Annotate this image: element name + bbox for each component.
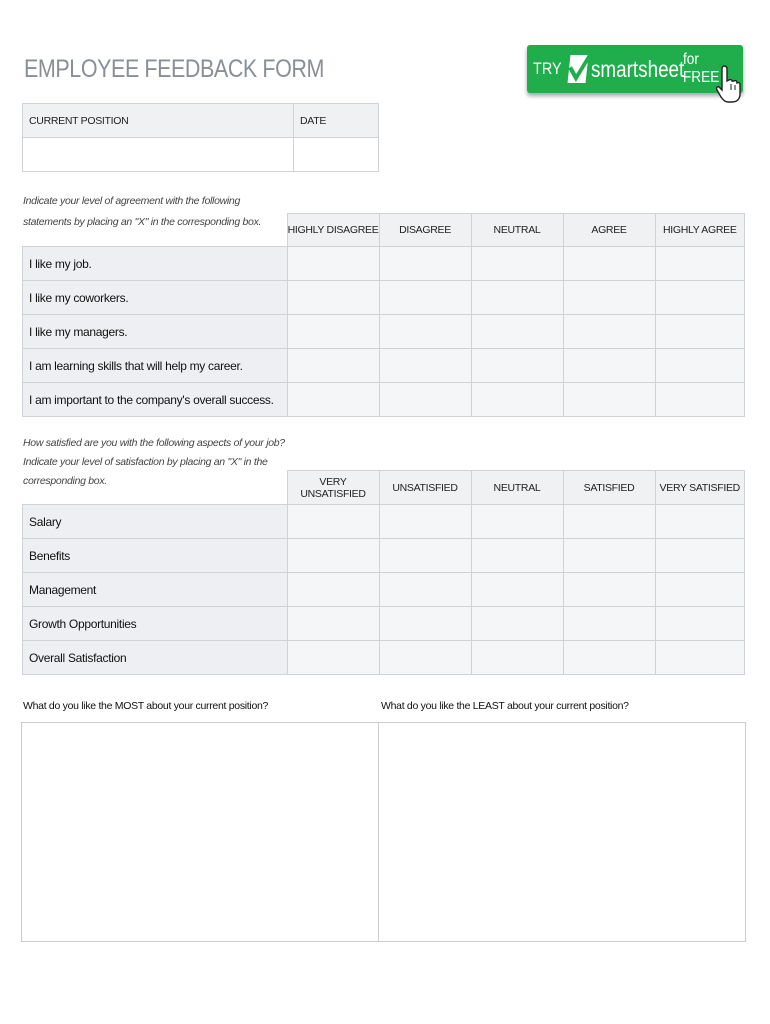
statement-label: I am important to the company's overall success. xyxy=(23,383,288,417)
answer-cell[interactable] xyxy=(471,573,563,607)
form-title: EMPLOYEE FEEDBACK FORM xyxy=(24,55,324,83)
col-label: NEUTRAL xyxy=(493,224,541,236)
satisfaction-instruction-line1: How satisfied are you with the following aspects of your job? xyxy=(23,437,285,449)
answer-cell[interactable] xyxy=(287,315,379,349)
answer-cell[interactable] xyxy=(379,573,471,607)
date-field[interactable] xyxy=(294,138,379,172)
table-row xyxy=(23,281,745,315)
answer-cell[interactable] xyxy=(471,607,563,641)
aspect-label: Growth Opportunities xyxy=(23,607,288,641)
col-satisfied xyxy=(563,471,655,505)
aspect-label: Salary xyxy=(23,505,288,539)
answer-cell[interactable] xyxy=(471,383,563,417)
col-label: VERY SATISFIED xyxy=(659,481,740,494)
least-answer-box[interactable] xyxy=(378,722,746,942)
try-smartsheet-button[interactable] xyxy=(527,45,743,93)
satisfaction-instruction-line3: corresponding box. xyxy=(23,475,107,487)
answer-cell[interactable] xyxy=(563,383,655,417)
cta-try-label: TRY xyxy=(533,59,562,78)
col-label: UNSATISFIED xyxy=(392,481,458,494)
answer-cell[interactable] xyxy=(379,607,471,641)
col-unsatisfied xyxy=(379,471,471,505)
answer-cell[interactable] xyxy=(287,607,379,641)
answer-cell[interactable] xyxy=(655,383,745,417)
answer-cell[interactable] xyxy=(655,505,745,539)
position-field[interactable] xyxy=(23,138,294,172)
answer-cell[interactable] xyxy=(471,539,563,573)
col-label: DISAGREE xyxy=(399,224,451,236)
answer-cell[interactable] xyxy=(655,539,745,573)
col-label: VERY UNSATISFIED xyxy=(300,475,366,500)
answer-cell[interactable] xyxy=(287,573,379,607)
answer-cell[interactable] xyxy=(655,315,745,349)
answer-cell[interactable] xyxy=(287,505,379,539)
table-row xyxy=(23,573,745,607)
table-row xyxy=(23,539,745,573)
aspect-label: Benefits xyxy=(23,539,288,573)
answer-cell[interactable] xyxy=(287,539,379,573)
answer-cell[interactable] xyxy=(655,607,745,641)
answer-cell[interactable] xyxy=(471,641,563,675)
answer-cell[interactable] xyxy=(655,247,745,281)
col-agree xyxy=(563,214,655,247)
answer-cell[interactable] xyxy=(287,383,379,417)
answer-cell[interactable] xyxy=(379,505,471,539)
satisfaction-table xyxy=(22,470,745,675)
most-question: What do you like the MOST about your current position? xyxy=(23,700,269,712)
agreement-instruction-line1: Indicate your level of agreement with the following xyxy=(23,195,240,207)
answer-cell[interactable] xyxy=(563,641,655,675)
answer-cell[interactable] xyxy=(379,315,471,349)
statement-label: I am learning skills that will help my career. xyxy=(23,349,288,383)
position-label: CURRENT POSITION xyxy=(29,114,129,127)
statement-label: I like my managers. xyxy=(23,315,288,349)
agreement-instruction-line2: statements by placing an "X" in the corresponding box. xyxy=(23,216,262,228)
table-row xyxy=(23,383,745,417)
answer-cell[interactable] xyxy=(379,349,471,383)
least-question: What do you like the LEAST about your current position? xyxy=(381,700,629,712)
satisfaction-corner xyxy=(23,471,288,505)
table-row xyxy=(23,607,745,641)
col-label: NEUTRAL xyxy=(493,481,541,494)
col-very-unsatisfied xyxy=(287,471,379,505)
answer-cell[interactable] xyxy=(563,539,655,573)
answer-cell[interactable] xyxy=(563,573,655,607)
cta-brand-label: smartsheet xyxy=(591,55,685,82)
answer-cell[interactable] xyxy=(287,281,379,315)
date-header xyxy=(294,104,379,138)
satisfaction-instruction-line2: Indicate your level of satisfaction by placing an "X" in the xyxy=(23,456,268,468)
answer-cell[interactable] xyxy=(379,281,471,315)
statement-label: I like my job. xyxy=(23,247,288,281)
date-label: DATE xyxy=(300,114,327,127)
table-row xyxy=(23,505,745,539)
statement-label: I like my coworkers. xyxy=(23,281,288,315)
pointer-hand-icon xyxy=(716,64,742,104)
table-row xyxy=(23,315,745,349)
agreement-corner xyxy=(23,214,288,247)
col-disagree xyxy=(379,214,471,247)
answer-cell[interactable] xyxy=(379,383,471,417)
col-label: HIGHLY DISAGREE xyxy=(287,224,379,236)
answer-cell[interactable] xyxy=(379,539,471,573)
answer-cell[interactable] xyxy=(379,641,471,675)
answer-cell[interactable] xyxy=(655,573,745,607)
answer-cell[interactable] xyxy=(655,641,745,675)
col-label: SATISFIED xyxy=(583,481,635,494)
col-highly-disagree xyxy=(287,214,379,247)
answer-cell[interactable] xyxy=(471,315,563,349)
answer-cell[interactable] xyxy=(287,349,379,383)
answer-cell[interactable] xyxy=(379,247,471,281)
cta-free-label: for FREE xyxy=(682,51,720,86)
col-very-satisfied xyxy=(655,471,745,505)
answer-cell[interactable] xyxy=(655,281,745,315)
answer-cell[interactable] xyxy=(471,505,563,539)
answer-cell[interactable] xyxy=(471,349,563,383)
answer-cell[interactable] xyxy=(563,315,655,349)
checkmark-icon xyxy=(567,55,588,83)
answer-cell[interactable] xyxy=(563,247,655,281)
answer-cell[interactable] xyxy=(287,641,379,675)
table-row xyxy=(23,247,745,281)
agreement-table xyxy=(22,213,745,417)
aspect-label: Management xyxy=(23,573,288,607)
col-label: AGREE xyxy=(591,224,627,236)
answer-cell[interactable] xyxy=(287,247,379,281)
answer-cell[interactable] xyxy=(563,281,655,315)
table-row xyxy=(23,641,745,675)
answer-cell[interactable] xyxy=(655,349,745,383)
table-row xyxy=(23,349,745,383)
most-answer-box[interactable] xyxy=(21,722,380,942)
col-neutral xyxy=(471,214,563,247)
answer-cell[interactable] xyxy=(563,349,655,383)
answer-cell[interactable] xyxy=(563,505,655,539)
col-label: HIGHLY AGREE xyxy=(662,224,737,236)
col-highly-agree xyxy=(655,214,745,247)
answer-cell[interactable] xyxy=(471,281,563,315)
info-table xyxy=(22,103,379,172)
aspect-label: Overall Satisfaction xyxy=(23,641,288,675)
col-neutral xyxy=(471,471,563,505)
answer-cell[interactable] xyxy=(563,607,655,641)
position-header xyxy=(23,104,294,138)
answer-cell[interactable] xyxy=(471,247,563,281)
